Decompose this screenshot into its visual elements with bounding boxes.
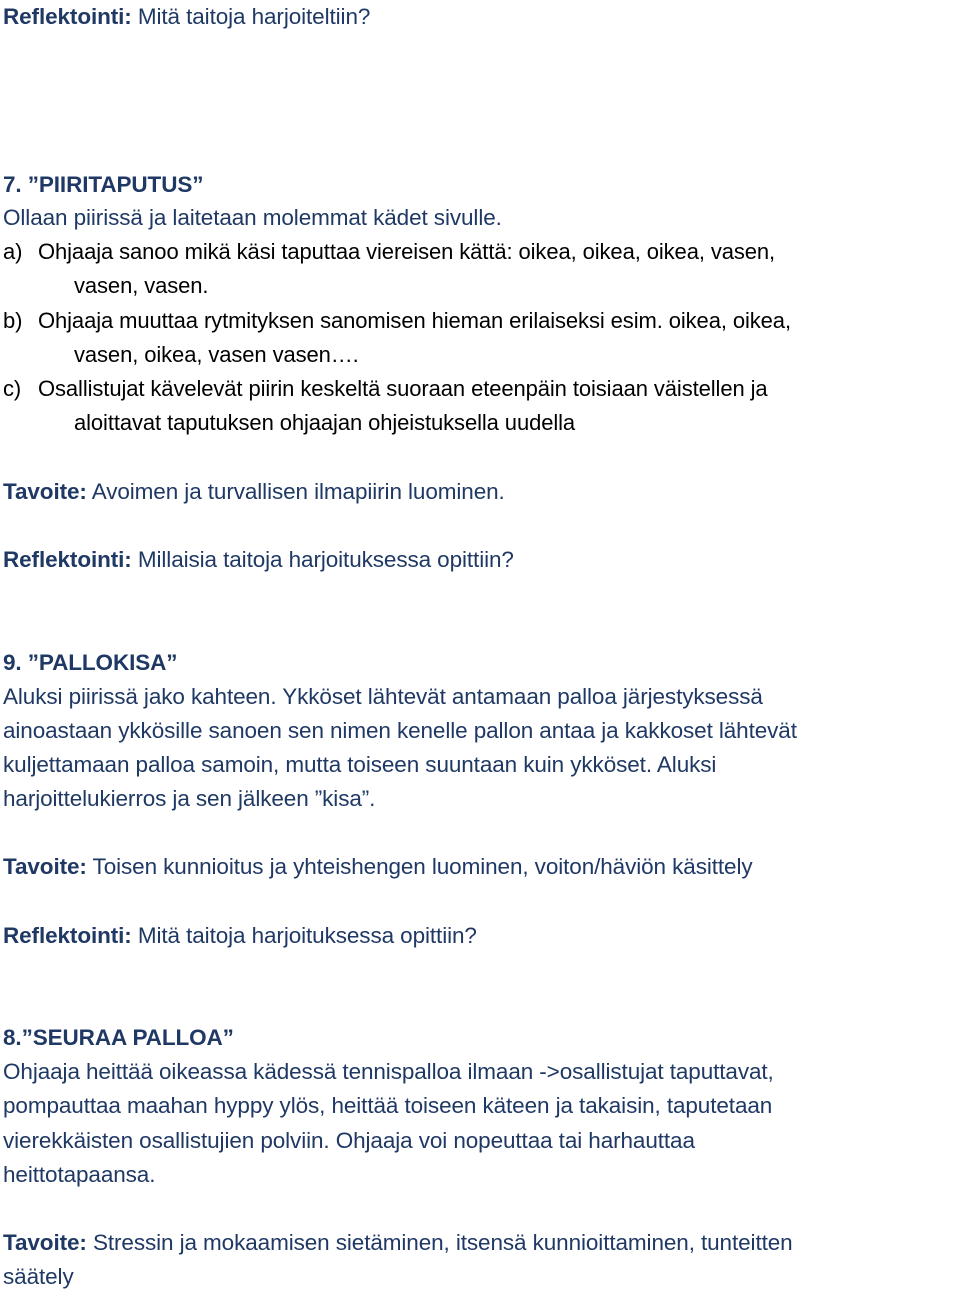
paragraph-line: harjoittelukierros ja sen jälkeen ”kisa”.	[3, 786, 376, 811]
section-title-piiritaputus: 7. ”PIIRITAPUTUS”	[3, 172, 204, 197]
goal-text: Stressin ja mokaamisen sietäminen, itsensä kunnioittaminen, tunteitten	[86, 1230, 793, 1255]
paragraph-line: kuljettamaan palloa samoin, mutta toiseen suuntaan kuin ykköset. Aluksi	[3, 752, 717, 777]
reflection-line-s7	[3, 545, 514, 575]
goal-line-s7	[3, 477, 505, 507]
goal-label: Tavoite:	[3, 1230, 87, 1255]
goal-text: Avoimen ja turvallisen ilmapiirin luominen.	[86, 479, 505, 504]
list-item-text: Ohjaaja sanoo mikä käsi taputtaa viereisen kättä: oikea, oikea, oikea, vasen,	[38, 239, 776, 264]
reflection-text: Mitä taitoja harjoiteltiin?	[131, 4, 371, 29]
list-item-a	[3, 237, 775, 267]
goal-line-s8	[3, 1228, 793, 1258]
section-title-seuraa-palloa: 8.”SEURAA PALLOA”	[3, 1025, 234, 1050]
goal-label: Tavoite:	[3, 854, 87, 879]
list-item-label: b)	[3, 308, 23, 333]
paragraph-line: pompauttaa maahan hyppy ylös, heittää toiseen käteen ja takaisin, taputetaan	[3, 1093, 773, 1118]
reflection-label: Reflektointi:	[3, 923, 132, 948]
reflection-line-s9	[3, 921, 477, 951]
list-item-text: Osallistujat kävelevät piirin keskeltä suoraan eteenpäin toisiaan väistellen ja	[38, 376, 768, 401]
list-item-c	[3, 374, 768, 404]
paragraph-line: vierekkäisten osallistujien polviin. Ohjaaja voi nopeuttaa tai harhauttaa	[3, 1128, 695, 1153]
list-item-a-continued: vasen, vasen.	[74, 273, 209, 298]
goal-text-continued: säätely	[3, 1264, 74, 1289]
goal-line-s9	[3, 852, 753, 882]
paragraph-line: ainoastaan ykkösille sanoen sen nimen kenelle pallon antaa ja kakkoset lähtevät	[3, 718, 797, 743]
reflection-line-top	[3, 2, 370, 32]
section-title-pallokisa: 9. ”PALLOKISA”	[3, 650, 178, 675]
list-item-c-continued: aloittavat taputuksen ohjaajan ohjeistuksella uudella	[74, 410, 576, 435]
list-item-b-continued: vasen, oikea, vasen vasen….	[74, 342, 359, 367]
reflection-text: Millaisia taitoja harjoituksessa opittiin?	[131, 547, 514, 572]
goal-label: Tavoite:	[3, 479, 87, 504]
reflection-text: Mitä taitoja harjoituksessa opittiin?	[131, 923, 477, 948]
list-item-text: Ohjaaja muuttaa rytmityksen sanomisen hieman erilaiseksi esim. oikea, oikea,	[38, 308, 791, 333]
list-item-label: a)	[3, 239, 23, 264]
paragraph-line: heittotapaansa.	[3, 1162, 156, 1187]
paragraph-line: Ohjaaja heittää oikeassa kädessä tennispalloa ilmaan ->osallistujat taputtavat,	[3, 1059, 774, 1084]
list-item-label: c)	[3, 376, 22, 401]
goal-text: Toisen kunnioitus ja yhteishengen luominen, voiton/häviön käsittely	[86, 854, 753, 879]
section-intro: Ollaan piirissä ja laitetaan molemmat kädet sivulle.	[3, 205, 502, 230]
reflection-label: Reflektointi:	[3, 547, 132, 572]
paragraph-line: Aluksi piirissä jako kahteen. Ykköset lähtevät antamaan palloa järjestyksessä	[3, 684, 763, 709]
list-item-b	[3, 306, 791, 336]
reflection-label: Reflektointi:	[3, 4, 132, 29]
